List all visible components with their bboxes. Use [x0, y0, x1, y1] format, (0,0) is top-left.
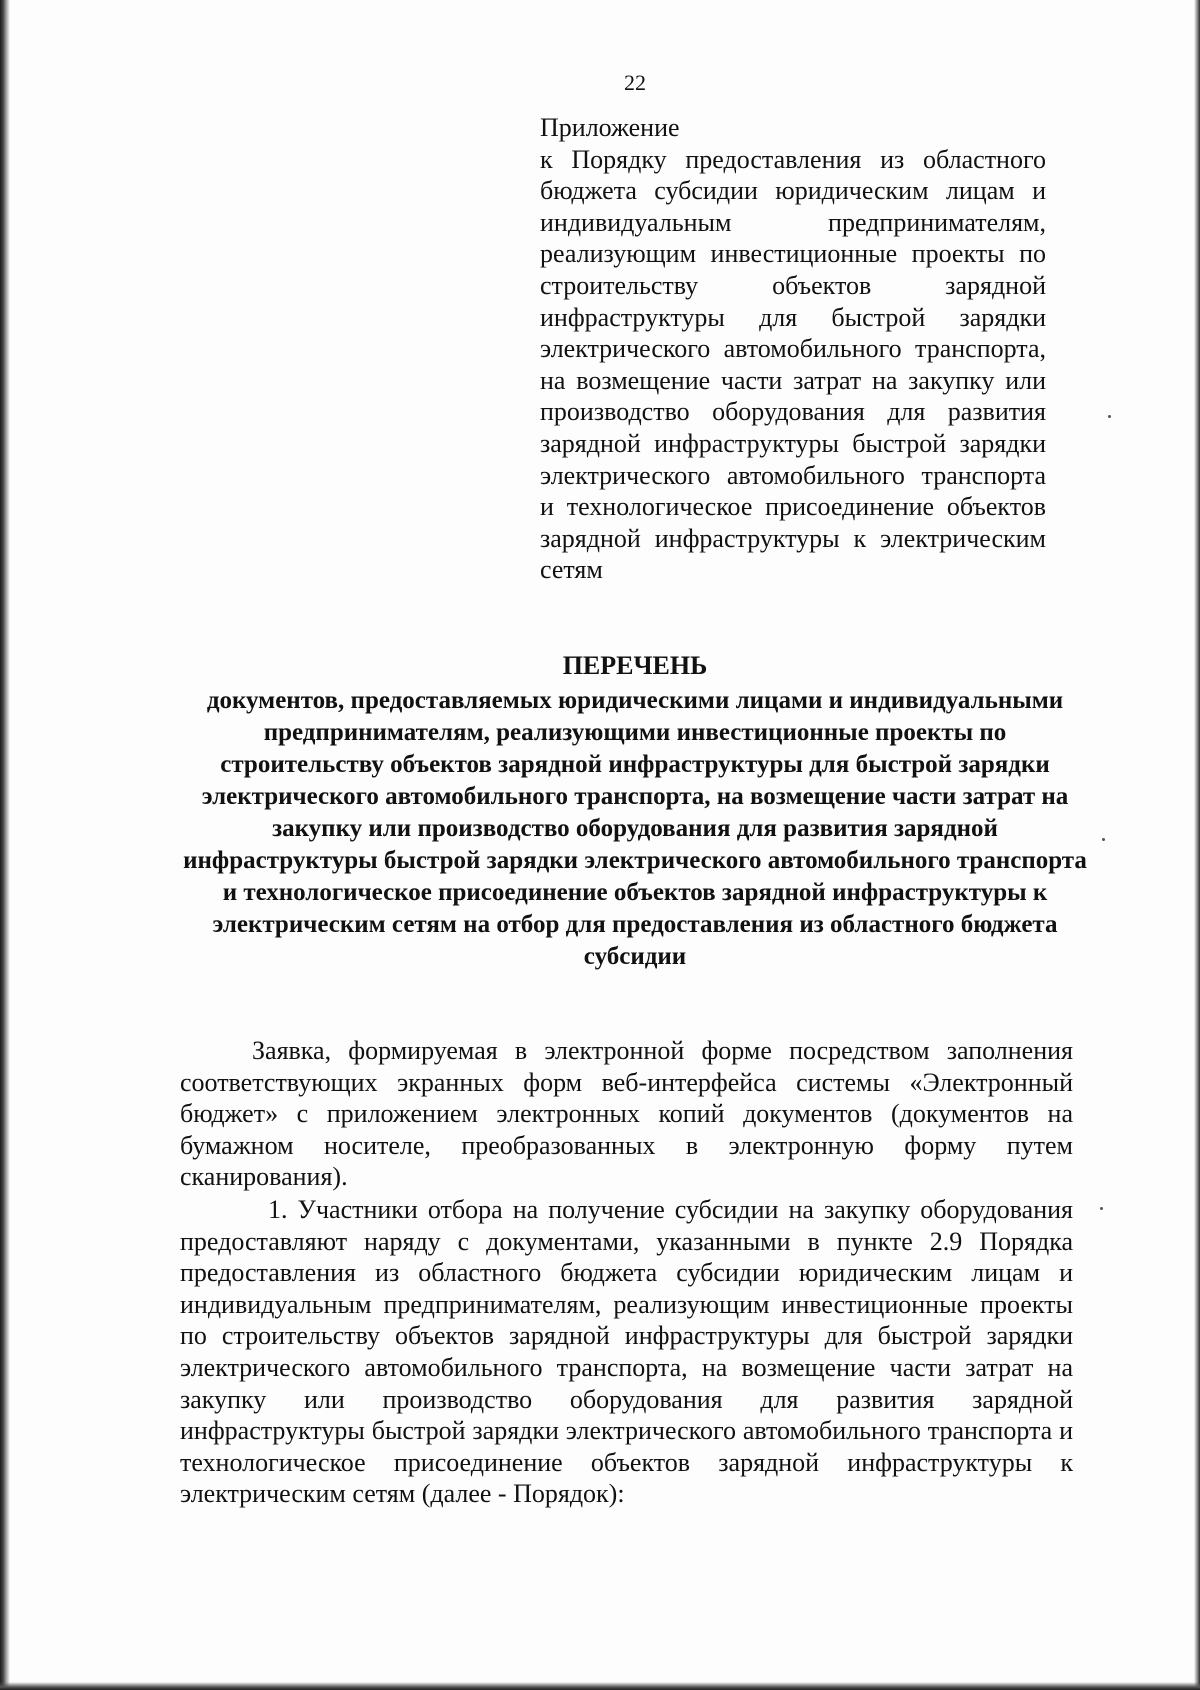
- scan-speck: [1108, 415, 1111, 418]
- intro-paragraph: Заявка, формируемая в электронной форме посредством заполнения соответствующих экранных форм веб-интерфейса системы «Электронный бюджет» с приложением электронных копий документов (документов на бумажном носителе, преобразованных в электронную форму путем сканирования).: [180, 1036, 1073, 1192]
- scan-edge-left: [0, 0, 10, 1690]
- scan-edge-bottom: [0, 1682, 1200, 1690]
- page-number: 22: [624, 70, 646, 95]
- document-title: ПЕРЕЧЕНЬ: [562, 651, 708, 680]
- appendix-text: к Порядку предоставления из областного бюджета субсидии юридическим лицам и индивидуальным предпринимателям, реализующим инвестиционные проекты по строительству объектов зарядной инфраструктуры для быстрой зарядки электрического автомобильного транспорта, на возмещение части затрат на закупку или производство оборудования для развития зарядной инфраструктуры быстрой зарядки электрического автомобильного транспорта и технологическое присоединение объектов зарядной инфраструктуры к электрическим сетям: [540, 144, 1046, 585]
- appendix-block: [540, 112, 1046, 586]
- list-item-1: 1. Участники отбора на получение субсидии на закупку оборудования предоставляют наряду с документами, указанными в пункте 2.9 Порядка предоставления из областного бюджета субсидии юридическим лицам и индивидуальным предпринимателям, реализующим инвестиционные проекты по строительству объектов зарядной инфраструктуры для быстрой зарядки электрического автомобильного транспорта, на возмещение части затрат на закупку или производство оборудования для развития зарядной инфраструктуры быстрой зарядки электрического автомобильного транспорта и технологическое присоединение объектов зарядной инфраструктуры к электрическим сетям (далее - Порядок):: [180, 1195, 1073, 1509]
- document-subtitle: документов, предоставляемых юридическими лицами и индивидуальными предпринимателям, реализующими инвестиционные проекты по строительству объектов зарядной инфраструктуры для быстрой зарядки электрического автомобильного транспорта, на возмещение части затрат на закупку или производство оборудования для развития зарядной инфраструктуры быстрой зарядки электрического автомобильного транспорта и технологическое присоединение объектов зарядной инфраструктуры к электрическим сетям на отбор для предоставления из областного бюджета субсидии: [183, 687, 1087, 970]
- scan-edge-right: [1194, 0, 1200, 1690]
- scan-speck: [1100, 1207, 1103, 1210]
- scan-speck: [1102, 838, 1105, 841]
- appendix-title: Приложение: [540, 113, 680, 142]
